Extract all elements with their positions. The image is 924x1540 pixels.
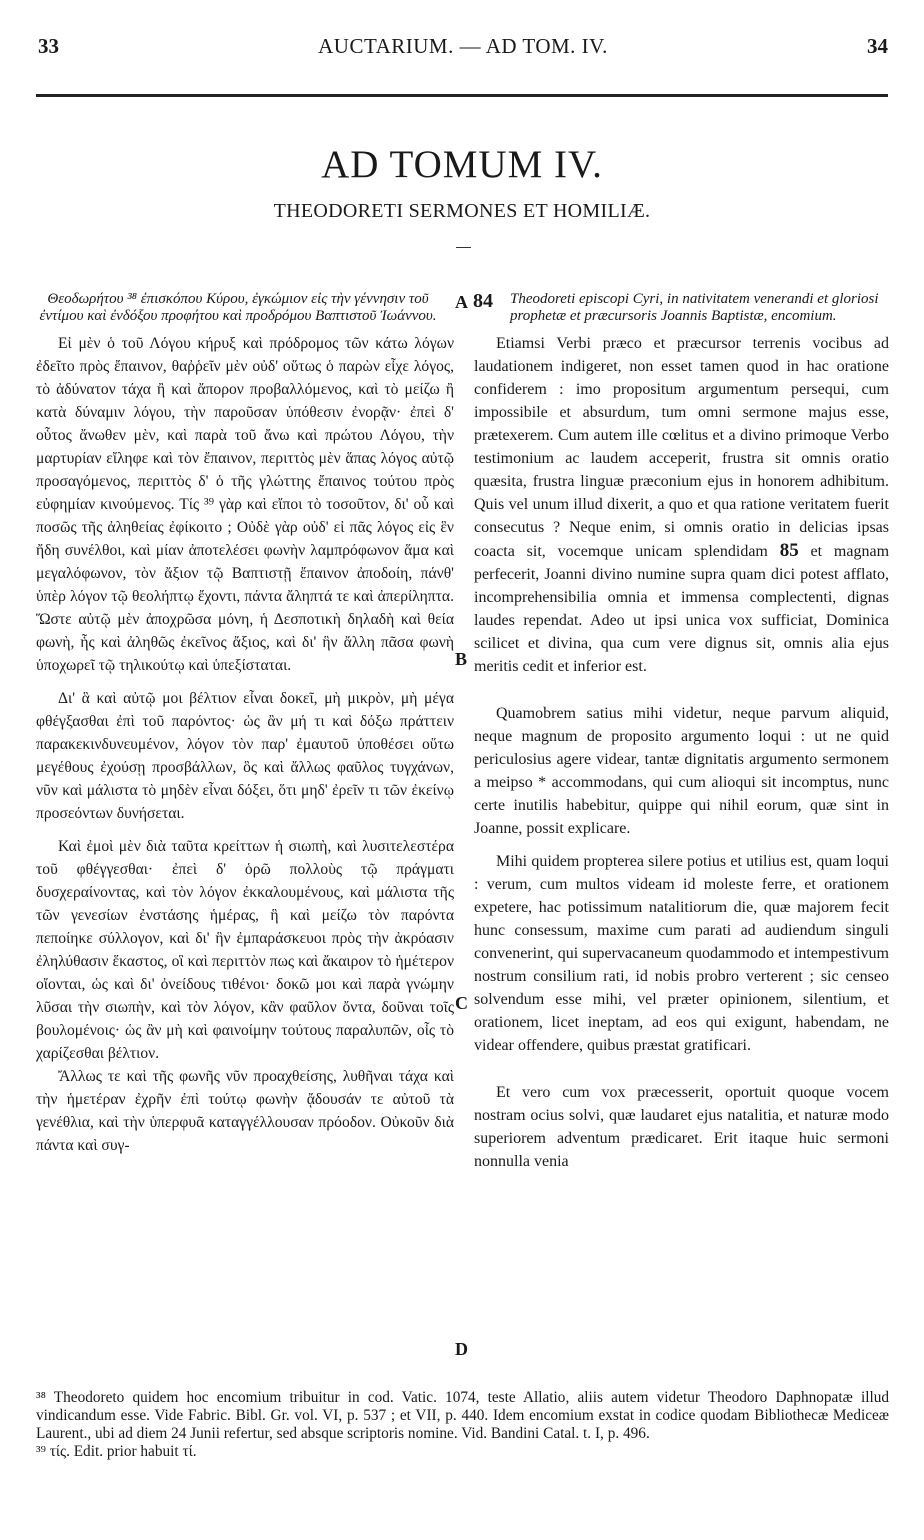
page-subtitle: THEODORETI SERMONES ET HOMILIÆ. [273,200,651,222]
greek-paragraph-2: Δι' ἃ καὶ αὐτῷ μοι βέλτιον εἶναι δοκεῖ, μὴ μικρὸν, μὴ μέγα φθέγξασθαι ἐπὶ τοῦ παρόντος· ὡς ἂν μή τι καὶ δόξω πράττειν παρακεκινδυνευμένον, λόγον τὸν παρ' ἐμαυτοῦ ὑποθέσει οὕτω μεγέθους ἐχούσῃ προσβάλλων, ὃς καὶ ἄλλως φαῦλος τυγχάνων, νῦν καὶ μάλιστα τὸ μηδὲν εἶναι δόξει, ὅτι μηδ' ἐρεῖν τι τῶν ἐκείνῳ προσεόντων δυνήσεται. [36,690,454,822]
running-title: AUCTARIUM. — AD TOM. IV. [318,34,608,58]
latin-paragraph-1 [474,332,889,678]
greek-column [36,291,454,1157]
page-marker-85: 85 [779,540,799,561]
greek-paragraph-3: Καὶ ἐμοὶ μὲν διὰ ταῦτα κρείττων ἡ σιωπὴ, καὶ λυσιτελεστέρα τοῦ φθέγγεσθαι· ἐπεὶ δ' ὁρῶ πολλοὺς τῷ πράγματι δυσχεραίνοντας, καὶ τὸν λόγον ἐκκαλουμένους, καὶ μάλιστα τῆς τῶν γενεσίων ἐνστάσης ἡμέρας, ἣ καὶ μείζω τὸν παρόντα πεποίηκε σύλλογον, καὶ δι' ἣν ἐμπαράσκευοι πρὸς τὴν ἀκρόασιν ἐληλύθασιν ἕκαστος, οἳ καὶ περιττὸν πως καὶ ἄκαιρον τὸ ἡμέτερον οἴονται, ὡς καὶ δι' ὀνείδους τιθένοι· δοκῶ μοι καὶ παρὰ γνώμην λῦσαι τὴν σιωπὴν, καὶ τὸν λόγον, κἂν φαῦλον ὄντα, δοῦναι τοῖς βουλομένοις· ὡς ἂν μὴ καὶ φαινοίμην τούτους παραλυπῶν, οἷς τὸ χαρίζεσθαι βέλτιον. [36,838,454,1062]
page-marker-84: 84 [473,290,493,312]
greek-paragraph-1: Εἰ μὲν ὁ τοῦ Λόγου κήρυξ καὶ πρόδρομος τῶν κάτω λόγων ἐδεῖτο πρὸς ἔπαινον, θαῤῥεῖν μὲν οὐδ' οὕτως ὁ παρὼν εἶχε λόγος, τὸ ἀδύνατον τάχα ἢ καὶ ἄπορον προβαλλόμενος, καὶ τὸ μείζω ἢ κατὰ δύναμιν λόγου, τὴν παροῦσαν ὑπόθεσιν ἐνορᾷν· ἐπεὶ δ' οὗτος ἄνωθεν μὲν, καὶ παρὰ τοῦ ἄνω καὶ πρώτου Λόγου, τὴν μαρτυρίαν εἴληφε καὶ τὸν ἔπαινον, περιττὸς μὲν ἅπας λόγος αὐτῷ προσαγόμενος, περιττὸς δ' ὁ τῆς γλώττης ἔπαινος τούτου πρὸς εὐφημίαν κινούμενος. Τίς ³⁹ γὰρ καὶ εἴποι τὸ τοσοῦτον, δι' οὗ καὶ ποσῶς τῆς ἀληθείας ἐφίκοιτο ; Οὐδὲ γὰρ οὐδ' εἰ πᾶς λόγος εἰς ἓν ἤδη συνέλθοι, καὶ μίαν ἀποτελέσει φωνὴν λαμπρόφωνον ἅμα καὶ μεγαλόφωνον, τὸν ἄξιον τῷ Βαπτιστῇ ἔπαινον ἀποδοίη, πάνθ' ὑπὲρ λόγον τῷ θεολήπτῳ ἔχοντι, πάντα ἄληπτά τε καὶ ἀπερίληπτα. Ὥστε αὐτῷ μὲν ἀποχρῶσα μόνη, ἡ Δεσποτικὴ δηλαδὴ καὶ θεία φωνὴ, ἧς καὶ ἀληθῶς ἐκεῖνος ἄξιος, καὶ δι' ἣν ἄλλη πᾶσα φωνὴ ὑποχωρεῖ τῷ τηλικούτῳ καὶ ὑπεξίσταται. [36,335,454,674]
latin-heading: Theodoreti episcopi Cyri, in nativitatem venerandi et gloriosi prophetæ et præcursoris Joannis Baptistæ, encomium. [510,291,879,324]
title-dash [456,247,471,248]
margin-letter-c: C [455,993,468,1013]
footnote-38: ³⁸ Theodoreto quidem hoc encomium tribuitur in cod. Vatic. 1074, teste Allatio, aliis autem videtur Theodoro Daphnopatæ illud vindicandum esse. Vide Fabric. Bibl. Gr. vol. VI, p. 537 ; et VII, p. 440. Idem encomium exstat in codice quodam Bibliothecæ Mediceæ Laurent., ubi ad diem 24 Junii refertur, sed absque scriptoris nomine. Vid. Bandini Catal. t. I, p. 496. [36,1389,889,1442]
margin-letter-d: D [455,1339,468,1359]
greek-heading: Θεοδωρήτου ³⁸ ἐπισκόπου Κύρου, ἐγκώμιον εἰς τὴν γέννησιν τοῦ ἐντίμου καὶ ἐνδόξου προφήτου καὶ προδρόμου Βαπτιστοῦ Ἰωάννου. [39,291,437,324]
running-header [38,34,888,60]
latin-paragraph-1b: et magnam perfecerit, Joanni divino numine supra quam dici potest afflato, incomprehensibilia omnia et immensa complectenti, dignas laudes rependat. Adeo ut ipsi unica vox sufficiat, Dominica scilicet et divina, qua cum vere dignus sit, omnis alia ejus meritis cedit et inferior est. [474,543,890,675]
latin-column [474,291,889,1173]
latin-paragraph-1a: Etiamsi Verbi præco et præcursor terrenis vocibus ad laudationem indigeret, non esset tamen quod in hac oratione confiderem : imo propositum argumentum persequi, cum impossibile et absurdum, tum omni sermone majus esse, prætexerem. Cum autem ille cœlitus et a divino primoque Verbo testimonium ac laudem acceperit, frustra sit omnis oratio quæsita, frustra linguæ præconium ejus in honorem adhibitum. Quis vel unum illud dixerit, a quo et qua ratione veritatem fuerit consecutus ? Neque enim, si omnis oratio in delicias ipsas coacta sit, vocemque unicam splendidam [474,335,889,560]
latin-paragraph-4: Et vero cum vox præcesserit, oportuit quoque vocem nostram ocius solvi, quæ laudaret ejus natalitia, et naturæ modo superiorem adventum prædicaret. Erit itaque huic sermoni nonnulla venia [474,1084,889,1170]
greek-paragraph-4: Ἄλλως τε καὶ τῆς φωνῆς νῦν προαχθείσης, λυθῆναι τάχα καὶ τὴν ἡμετέραν ἐχρῆν ἐπὶ τούτῳ φωνὴν ᾄδουσάν τε αὐτοῦ τὰ γενέθλια, καὶ τὴν ὑπερφυᾶ καταγγέλλουσαν πρόοδον. Οὐκοῦν διὰ πάντα καὶ συγ- [36,1068,454,1154]
header-rule [36,94,888,97]
page-number-right: 34 [867,34,888,58]
footnotes [36,1389,889,1461]
margin-letter-a: A [455,292,468,312]
page-title: AD TOMUM IV. [321,143,603,186]
latin-paragraph-2: Quamobrem satius mihi videtur, neque parvum aliquid, neque magnum de proposito argumento loqui : ut ne quid periculosius agere videar, tantæ dignitatis argumento sermonem a meipso * accommodans, qui cum alioqui sit incomptus, nunc certe inutilis habebitur, quippe qui nihil eorum, quæ sint in Joanne, possit explicare. [474,705,889,837]
footnote-39: ³⁹ τίς. Edit. prior habuit τί. [36,1443,197,1460]
margin-letter-b: B [455,649,468,669]
page-number-left: 33 [38,34,59,58]
latin-paragraph-3: Mihi quidem propterea silere potius et utilius est, quam loqui : verum, cum multos videam id moleste ferre, et orationem expetere, hac potissimum natalitiorum die, quæ majorem fecit hunc consessum, maxime cum parati ad audiendum singuli convenerint, qui supervacaneum quodammodo et intempestivum nostrum consilium rati, id nobis probro verterent ; sic censeo solvendum esse mihi, vel præter opinionem, silentium, et orationem, licet ineptam, ad eos qui exigunt, habendam, ne videar offendere, quibus præstat gratificari. [474,853,889,1054]
